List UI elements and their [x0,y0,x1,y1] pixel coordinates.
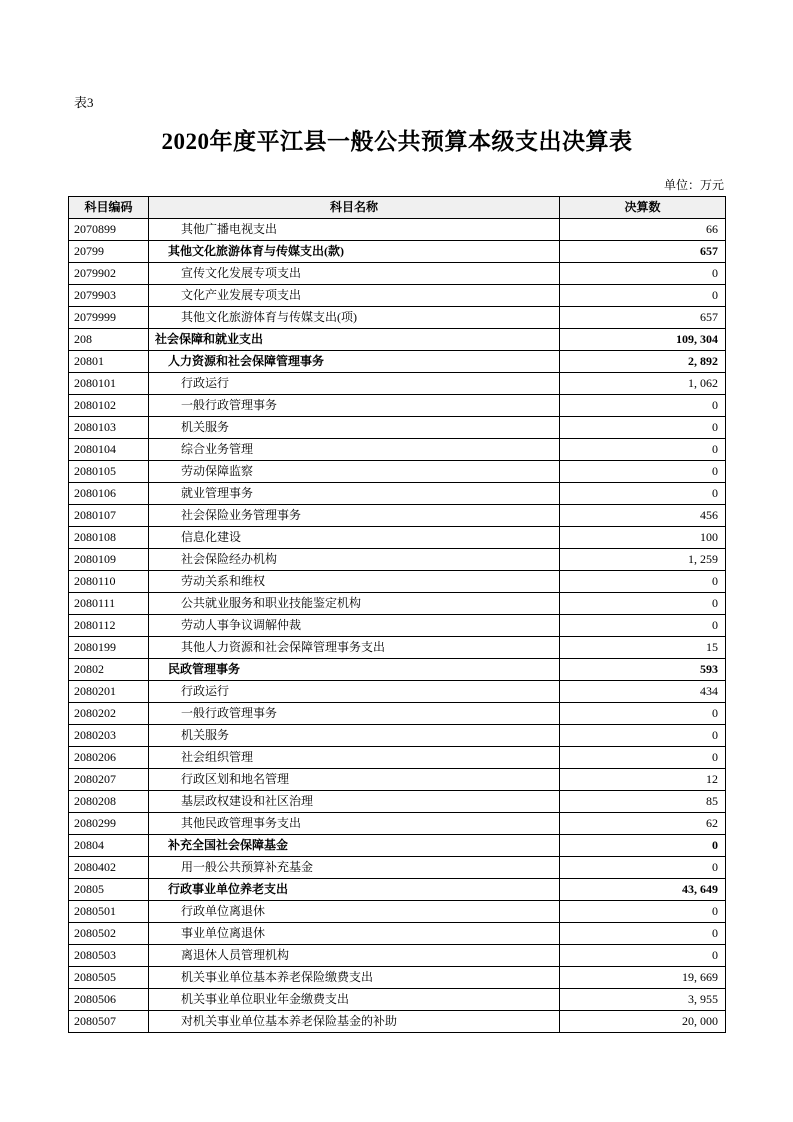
table-row [69,637,726,659]
table-row [69,571,726,593]
table-row [69,681,726,703]
subject-name-cell: 其他文化旅游体育与传媒支出(项) [149,307,560,329]
subject-code-cell: 2080106 [69,483,149,505]
subject-name-cell: 行政运行 [149,681,560,703]
subject-name-cell: 行政单位离退休 [149,901,560,923]
subject-name-cell: 机关事业单位基本养老保险缴费支出 [149,967,560,989]
table-row [69,879,726,901]
table-row [69,945,726,967]
table-row [69,285,726,307]
subject-code-cell: 2080208 [69,791,149,813]
final-amount-cell: 0 [560,923,726,945]
table-row [69,307,726,329]
final-amount-cell: 0 [560,395,726,417]
table-row [69,373,726,395]
table-row [69,1011,726,1033]
table-row [69,747,726,769]
table-row [69,857,726,879]
table-header [69,197,726,219]
subject-code-cell: 2079902 [69,263,149,285]
page-title: 2020年度平江县一般公共预算本级支出决算表 [161,129,633,154]
unit-label: 单位：万元 [663,178,724,192]
subject-name-cell: 其他民政管理事务支出 [149,813,560,835]
final-amount-cell: 12 [560,769,726,791]
subject-name-cell: 社会保险业务管理事务 [149,505,560,527]
subject-name-cell: 机关服务 [149,417,560,439]
subject-code-cell: 2080299 [69,813,149,835]
final-amount-cell: 434 [560,681,726,703]
table-row [69,263,726,285]
subject-name-cell: 信息化建设 [149,527,560,549]
final-amount-cell: 0 [560,263,726,285]
table-row [69,923,726,945]
table-row [69,461,726,483]
table-row [69,725,726,747]
table-row [69,241,726,263]
subject-name-cell: 用一般公共预算补充基金 [149,857,560,879]
subject-code-cell: 2070899 [69,219,149,241]
table-row [69,769,726,791]
final-amount-cell: 456 [560,505,726,527]
table-row [69,967,726,989]
subject-code-cell: 2080104 [69,439,149,461]
subject-name-cell: 社会保险经办机构 [149,549,560,571]
subject-name-cell: 机关服务 [149,725,560,747]
subject-code-cell: 2080107 [69,505,149,527]
subject-code-cell: 2080105 [69,461,149,483]
table-row [69,395,726,417]
final-amount-cell: 0 [560,901,726,923]
final-amount-cell: 20, 000 [560,1011,726,1033]
subject-code-cell: 20802 [69,659,149,681]
subject-name-cell: 文化产业发展专项支出 [149,285,560,307]
subject-name-cell: 补充全国社会保障基金 [149,835,560,857]
subject-name-cell: 民政管理事务 [149,659,560,681]
table-row [69,791,726,813]
subject-name-cell: 一般行政管理事务 [149,703,560,725]
subject-code-cell: 2080109 [69,549,149,571]
table-row [69,703,726,725]
subject-code-cell: 2080202 [69,703,149,725]
subject-name-cell: 行政事业单位养老支出 [149,879,560,901]
final-amount-cell: 0 [560,945,726,967]
final-amount-cell: 43, 649 [560,879,726,901]
subject-name-cell: 劳动人事争议调解仲裁 [149,615,560,637]
table-row [69,329,726,351]
subject-name-cell: 其他文化旅游体育与传媒支出(款) [149,241,560,263]
subject-name-cell: 劳动保障监察 [149,461,560,483]
final-amount-cell: 0 [560,703,726,725]
subject-name-cell: 机关事业单位职业年金缴费支出 [149,989,560,1011]
final-amount-cell: 3, 955 [560,989,726,1011]
subject-code-cell: 2080207 [69,769,149,791]
subject-code-cell: 2080108 [69,527,149,549]
subject-name-cell: 人力资源和社会保障管理事务 [149,351,560,373]
table-row [69,813,726,835]
subject-name-cell: 宣传文化发展专项支出 [149,263,560,285]
subject-code-cell: 2079903 [69,285,149,307]
subject-name-cell: 劳动关系和维权 [149,571,560,593]
final-amount-cell: 0 [560,857,726,879]
final-amount-cell: 0 [560,747,726,769]
final-amount-cell: 0 [560,439,726,461]
subject-code-cell: 2080103 [69,417,149,439]
subject-name-cell: 社会组织管理 [149,747,560,769]
subject-name-cell: 行政区划和地名管理 [149,769,560,791]
table-body [69,219,726,1033]
subject-code-cell: 2080501 [69,901,149,923]
final-amount-cell: 19, 669 [560,967,726,989]
final-amount-cell: 0 [560,285,726,307]
subject-code-cell: 2080110 [69,571,149,593]
final-amount-cell: 109, 304 [560,329,726,351]
subject-code-cell: 2080112 [69,615,149,637]
table-row [69,439,726,461]
final-amount-cell: 15 [560,637,726,659]
column-header-0: 科目编码 [69,197,149,219]
subject-name-cell: 事业单位离退休 [149,923,560,945]
header-row [69,197,726,219]
subject-name-cell: 对机关事业单位基本养老保险基金的补助 [149,1011,560,1033]
subject-name-cell: 就业管理事务 [149,483,560,505]
subject-code-cell: 208 [69,329,149,351]
subject-code-cell: 2080506 [69,989,149,1011]
subject-name-cell: 一般行政管理事务 [149,395,560,417]
subject-code-cell: 2080402 [69,857,149,879]
subject-code-cell: 2080503 [69,945,149,967]
final-amount-cell: 2, 892 [560,351,726,373]
final-amount-cell: 0 [560,483,726,505]
subject-name-cell: 综合业务管理 [149,439,560,461]
table-row [69,989,726,1011]
final-amount-cell: 62 [560,813,726,835]
table-row [69,505,726,527]
column-header-1: 科目名称 [149,197,560,219]
subject-code-cell: 20801 [69,351,149,373]
column-header-2: 决算数 [560,197,726,219]
table-row [69,417,726,439]
final-amount-cell: 0 [560,615,726,637]
table-row [69,483,726,505]
subject-code-cell: 20799 [69,241,149,263]
subject-code-cell: 2080505 [69,967,149,989]
table-row [69,901,726,923]
subject-code-cell: 2080507 [69,1011,149,1033]
table-row [69,615,726,637]
final-amount-cell: 657 [560,241,726,263]
subject-code-cell: 2080102 [69,395,149,417]
subject-code-cell: 20804 [69,835,149,857]
subject-code-cell: 2080203 [69,725,149,747]
budget-table [68,196,726,1033]
table-row [69,659,726,681]
final-amount-cell: 0 [560,835,726,857]
table-row [69,593,726,615]
final-amount-cell: 1, 062 [560,373,726,395]
final-amount-cell: 100 [560,527,726,549]
table-row [69,549,726,571]
final-amount-cell: 0 [560,593,726,615]
table-row [69,351,726,373]
final-amount-cell: 0 [560,725,726,747]
final-amount-cell: 593 [560,659,726,681]
subject-code-cell: 2079999 [69,307,149,329]
final-amount-cell: 0 [560,571,726,593]
table-number-label: 表3 [74,95,94,110]
subject-code-cell: 2080101 [69,373,149,395]
subject-name-cell: 离退休人员管理机构 [149,945,560,967]
final-amount-cell: 657 [560,307,726,329]
final-amount-cell: 0 [560,461,726,483]
table-row [69,219,726,241]
subject-code-cell: 2080201 [69,681,149,703]
final-amount-cell: 0 [560,417,726,439]
subject-name-cell: 其他人力资源和社会保障管理事务支出 [149,637,560,659]
final-amount-cell: 85 [560,791,726,813]
table-row [69,835,726,857]
table-row [69,527,726,549]
subject-name-cell: 基层政权建设和社区治理 [149,791,560,813]
final-amount-cell: 1, 259 [560,549,726,571]
subject-code-cell: 2080206 [69,747,149,769]
subject-name-cell: 其他广播电视支出 [149,219,560,241]
subject-code-cell: 2080199 [69,637,149,659]
subject-name-cell: 行政运行 [149,373,560,395]
subject-code-cell: 20805 [69,879,149,901]
final-amount-cell: 66 [560,219,726,241]
subject-code-cell: 2080111 [69,593,149,615]
subject-code-cell: 2080502 [69,923,149,945]
subject-name-cell: 公共就业服务和职业技能鉴定机构 [149,593,560,615]
subject-name-cell: 社会保障和就业支出 [149,329,560,351]
